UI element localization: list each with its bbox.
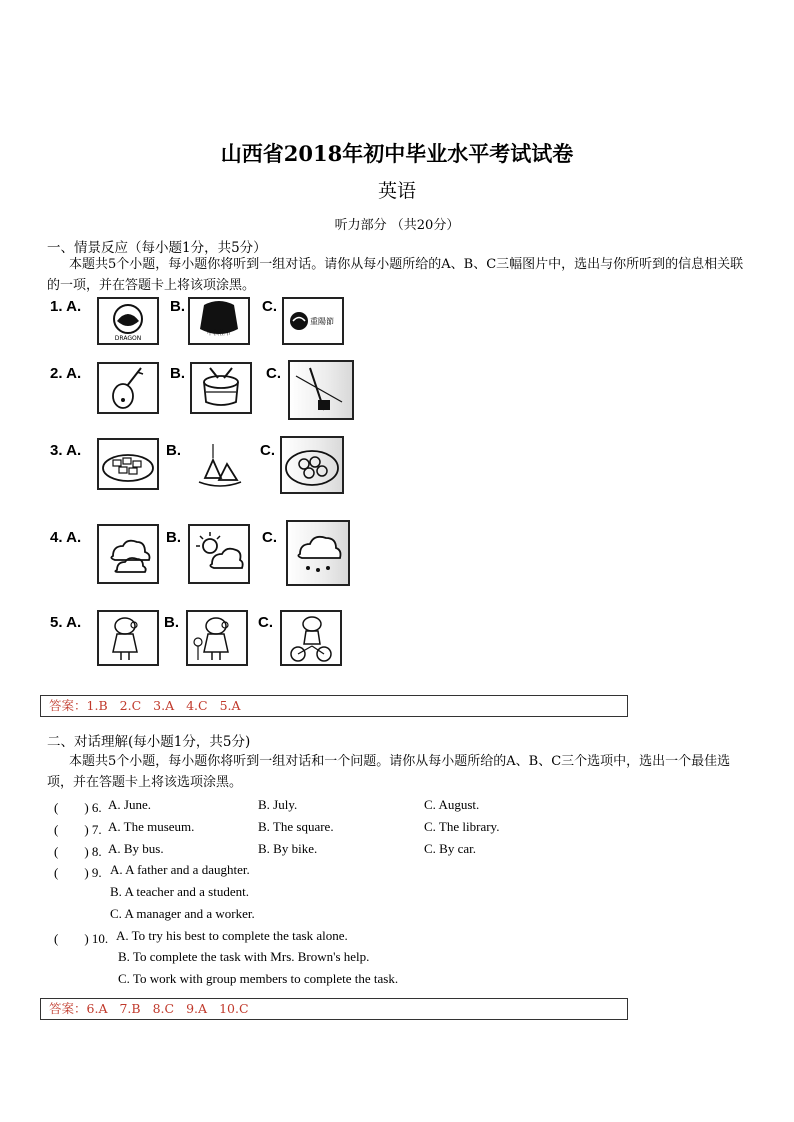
q4-option-b[interactable]	[188, 524, 250, 584]
drum-icon	[192, 364, 250, 412]
q3-label-c: C.	[260, 442, 275, 459]
answer-label: 答案：	[49, 698, 87, 713]
q10-option-a[interactable]: A. To try his best to complete the task alone.	[116, 928, 348, 943]
section1-instruction: 本题共5个小题，每小题你将听到一组对话。请你从每小题所给的A、B、C三幅图片中，选出与你所听到的信息相关联的一项，并在答题卡上将该项涂黑。	[47, 257, 744, 293]
answer-4: 4.C	[186, 698, 208, 713]
q8-option-b[interactable]: B. By bike.	[258, 841, 318, 856]
q2-label-c: C.	[266, 365, 281, 382]
q7-option-a[interactable]: A. The museum.	[108, 819, 195, 834]
q7-option-b[interactable]: B. The square.	[258, 819, 334, 834]
rice-cakes-icon	[99, 440, 157, 488]
section2-instruction: 本题共5个小题，每小题你将听到一组对话和一个问题。请你从每小题所给的A、B、C三个选项中，选出一个最佳选项，并在答题卡上将该选项涂黑。	[47, 754, 731, 790]
q10-option-b[interactable]: B. To complete the task with Mrs. Brown's help.	[118, 949, 370, 964]
chongyang-logo-icon	[284, 299, 342, 343]
q1-logo-c-text: 重陽節	[310, 317, 334, 326]
q2-label-a: 2. A.	[50, 365, 82, 382]
answer-7: 7.B	[119, 1001, 141, 1016]
cloudy-icon	[99, 526, 157, 582]
q3-option-b[interactable]	[189, 436, 251, 492]
q9-option-b[interactable]: B. A teacher and a student.	[110, 884, 249, 899]
section1-answer-box	[40, 695, 628, 717]
answer-10: 10.C	[219, 1001, 249, 1016]
q1-option-c[interactable]	[282, 297, 344, 345]
q8-number: ( ) 8.	[54, 844, 102, 859]
answer-5: 5.A	[219, 698, 241, 713]
q1-logo-a-text: DRAGON	[114, 335, 142, 342]
answer-8: 8.C	[152, 1001, 175, 1016]
answer-2: 2.C	[119, 698, 142, 713]
q3-label-b: B.	[166, 442, 181, 459]
q1-option-b[interactable]	[188, 297, 250, 345]
q9-number: ( ) 9.	[54, 865, 102, 880]
q1-label-b: B.	[170, 298, 185, 315]
q1-option-a[interactable]	[97, 297, 159, 345]
q5-label-b: B.	[164, 614, 179, 631]
mooncake-logo-icon	[190, 299, 248, 343]
q8-option-c[interactable]: C. By car.	[424, 841, 476, 856]
q2-option-c[interactable]	[288, 360, 354, 420]
answer-9: 9.A	[186, 1001, 208, 1016]
q5-label-c: C.	[258, 614, 273, 631]
q6-option-b[interactable]: B. July.	[258, 797, 298, 812]
q2-option-b[interactable]	[190, 362, 252, 414]
peppa-bike-icon	[282, 612, 340, 664]
q10-number: ( ) 10.	[54, 931, 109, 946]
q9-option-a[interactable]: A. A father and a daughter.	[110, 862, 250, 877]
q4-option-c[interactable]	[286, 520, 350, 586]
q6-number: ( ) 6.	[54, 800, 102, 815]
section2-answer-box	[40, 998, 628, 1020]
q5-option-b[interactable]	[186, 610, 248, 666]
q4-option-a[interactable]	[97, 524, 159, 584]
q2-option-a[interactable]	[97, 362, 159, 414]
zongzi-icon	[191, 438, 249, 490]
section2-heading: 二、对话理解(每小题1分，共5分)	[47, 734, 251, 750]
q3-option-a[interactable]	[97, 438, 159, 490]
q3-label-a: 3. A.	[50, 442, 82, 459]
q10-option-c[interactable]: C. To work with group members to complete the task.	[118, 971, 399, 986]
answer-3: 3.A	[153, 698, 175, 713]
answer-1: 1.B	[86, 698, 108, 713]
sunny-cloudy-icon	[190, 526, 248, 582]
q7-number: ( ) 7.	[54, 822, 102, 837]
q2-label-b: B.	[170, 365, 185, 382]
subject-title: 英语	[377, 180, 416, 202]
q5-option-c[interactable]	[280, 610, 342, 666]
peppa-standing-icon	[99, 612, 157, 664]
part-heading: 听力部分 （共20分）	[334, 218, 460, 233]
tangyuan-icon	[282, 438, 342, 492]
erhu-icon	[290, 362, 352, 418]
rainy-icon	[288, 522, 348, 584]
q1-label-c: C.	[262, 298, 277, 315]
answer-label: 答案：	[49, 1001, 87, 1016]
q5-label-a: 5. A.	[50, 614, 82, 631]
q4-label-a: 4. A.	[50, 529, 82, 546]
answer-6: 6.A	[86, 1001, 108, 1016]
pipa-icon	[99, 364, 157, 412]
q6-option-c[interactable]: C. August.	[424, 797, 480, 812]
q8-option-a[interactable]: A. By bus.	[108, 841, 164, 856]
q5-option-a[interactable]	[97, 610, 159, 666]
q9-option-c[interactable]: C. A manager and a worker.	[110, 906, 255, 921]
q4-label-b: B.	[166, 529, 181, 546]
section1-heading: 一、情景反应（每小题1分，共5分）	[47, 240, 267, 256]
q7-option-c[interactable]: C. The library.	[424, 819, 500, 834]
q3-option-c[interactable]	[280, 436, 344, 494]
logo-icon	[99, 299, 157, 343]
q6-option-a[interactable]: A. June.	[108, 797, 151, 812]
q1-logo-b-text: 中秋佳节	[206, 330, 232, 337]
q4-label-c: C.	[262, 529, 277, 546]
peppa-flower-icon	[188, 612, 246, 664]
q1-label-a: 1. A.	[50, 298, 82, 315]
page-title: 山西省2018年初中毕业水平考试试卷	[220, 141, 574, 166]
